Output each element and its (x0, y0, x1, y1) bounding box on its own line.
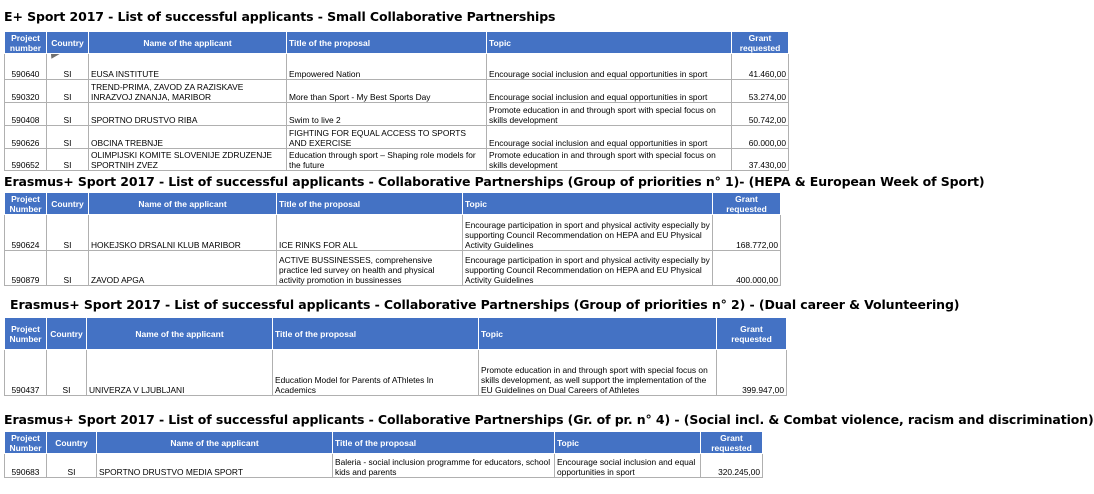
header-grant: Grant requested (732, 32, 789, 54)
topic: Encourage social inclusion and equal opportunities in sport (487, 80, 732, 103)
header-grant: Grant requested (701, 432, 763, 454)
country: SI (47, 215, 89, 251)
applicant-name: OBCINA TREBNJE (89, 126, 287, 149)
applicant-name: SPORTNO DRUSTVO RIBA (89, 103, 287, 126)
header-country: Country (47, 32, 89, 54)
header-project-number: Project Number (5, 432, 47, 454)
applicants-table (4, 192, 781, 286)
header-topic: Topic (479, 318, 717, 350)
section-title: Erasmus+ Sport 2017 - List of successful applicants - Collaborative Partnerships (Gr. of pr. n° 4) - (Social incl. & Combat violence, racism and discrimination) (4, 412, 1094, 427)
country: SI (47, 251, 89, 286)
header-grant: Grant requested (713, 193, 781, 215)
header-country: Country (47, 318, 87, 350)
applicant-name: HOKEJSKO DRSALNI KLUB MARIBOR (89, 215, 277, 251)
country: SI (47, 149, 89, 171)
applicant-name: ZAVOD APGA (89, 251, 277, 286)
applicants-table (4, 31, 789, 171)
section-social-inclusion (4, 412, 1094, 478)
header-title: Title of the proposal (333, 432, 555, 454)
header-title: Title of the proposal (277, 193, 463, 215)
applicant-name: UNIVERZA V LJUBLJANI (87, 350, 273, 396)
section-title: Erasmus+ Sport 2017 - List of successful applicants - Collaborative Partnerships (Group of priorities n° 1)- (HEPA & European Week of Sport) (4, 174, 985, 189)
country: SI (47, 126, 89, 149)
grant-requested: 53.274,00 (732, 80, 789, 103)
grant-requested: 37.430,00 (732, 149, 789, 171)
table-row (5, 149, 789, 171)
topic: Encourage participation in sport and physical activity especially by supporting Council Recommendation on HEPA and EU Physical Activity Guidelines (463, 215, 713, 251)
country: SI (47, 454, 97, 478)
header-topic: Topic (487, 32, 732, 54)
header-project-number: Project Number (5, 318, 47, 350)
topic: Encourage social inclusion and equal opportunities in sport (487, 54, 732, 80)
topic: Promote education in and through sport with special focus on skills development, as well support the implementation of the EU Guidelines on Dual Careers of Athletes (479, 350, 717, 396)
header-topic: Topic (463, 193, 713, 215)
table-row (5, 350, 787, 396)
project-number: 590624 (5, 215, 47, 251)
table-row (5, 80, 789, 103)
table-row (5, 215, 781, 251)
proposal-title: Education Model for Parents of AThletes In Academics (273, 350, 479, 396)
project-number: 590683 (5, 454, 47, 478)
topic: Promote education in and through sport with special focus on skills development (487, 149, 732, 171)
country: SI (47, 350, 87, 396)
table-row (5, 126, 789, 149)
applicants-table (4, 431, 763, 478)
topic: Encourage social inclusion and equal opportunities in sport (555, 454, 701, 478)
proposal-title: More than Sport - My Best Sports Day (287, 80, 487, 103)
grant-requested: 399.947,00 (717, 350, 787, 396)
project-number: 590640 (5, 54, 47, 80)
section-small-collaborative (4, 9, 789, 171)
country: SI (47, 80, 89, 103)
applicant-name: OLIMPIJSKI KOMITE SLOVENIJE ZDRUZENJE SPORTNIH ZVEZ (89, 149, 287, 171)
header-applicant: Name of the applicant (89, 193, 277, 215)
proposal-title: Empowered Nation (287, 54, 487, 80)
proposal-title: Baleria - social inclusion programme for educators, school kids and parents (333, 454, 555, 478)
proposal-title: ICE RINKS FOR ALL (277, 215, 463, 251)
proposal-title: Education through sport – Shaping role models for the future (287, 149, 487, 171)
grant-requested: 168.772,00 (713, 215, 781, 251)
header-project-number: Project Number (5, 193, 47, 215)
proposal-title: ACTIVE BUSSINESSES, comprehensive practice led survey on health and physical activity promotion in bussinesses (277, 251, 463, 286)
section-title: E+ Sport 2017 - List of successful applicants - Small Collaborative Partnerships (4, 9, 556, 24)
table-row (5, 54, 789, 80)
section-title: Erasmus+ Sport 2017 - List of successful applicants - Collaborative Partnerships (Group of priorities n° 2) - (Dual career & Volunteering) (10, 297, 960, 312)
project-number: 590626 (5, 126, 47, 149)
applicant-name: TREND-PRIMA, ZAVOD ZA RAZISKAVE INRAZVOJ ZNANJA, MARIBOR (89, 80, 287, 103)
proposal-title: Swim to live 2 (287, 103, 487, 126)
topic: Encourage social inclusion and equal opportunities in sport (487, 126, 732, 149)
header-country: Country (47, 193, 89, 215)
grant-requested: 320.245,00 (701, 454, 763, 478)
project-number: 590879 (5, 251, 47, 286)
country: SI (47, 54, 89, 80)
project-number: 590652 (5, 149, 47, 171)
table-row (5, 251, 781, 286)
topic: Encourage participation in sport and physical activity especially by supporting Council Recommendation on HEPA and EU Physical Activity Guidelines (463, 251, 713, 286)
project-number: 590320 (5, 80, 47, 103)
country: SI (47, 103, 89, 126)
project-number: 590437 (5, 350, 47, 396)
header-applicant: Name of the applicant (97, 432, 333, 454)
table-row (5, 103, 789, 126)
header-topic: Topic (555, 432, 701, 454)
grant-requested: 50.742,00 (732, 103, 789, 126)
grant-requested: 60.000,00 (732, 126, 789, 149)
applicant-name: SPORTNO DRUSTVO MEDIA SPORT (97, 454, 333, 478)
applicant-name: EUSA INSTITUTE (89, 54, 287, 80)
grant-requested: 400.000,00 (713, 251, 781, 286)
header-grant: Grant requested (717, 318, 787, 350)
header-country: Country (47, 432, 97, 454)
header-project-number: Project number (5, 32, 47, 54)
proposal-title: FIGHTING FOR EQUAL ACCESS TO SPORTS AND EXERCISE (287, 126, 487, 149)
table-row (5, 454, 763, 478)
section-hepa (4, 174, 985, 286)
grant-requested: 41.460,00 (732, 54, 789, 80)
section-dual-career (10, 297, 959, 396)
topic: Promote education in and through sport with special focus on skills development (487, 103, 732, 126)
header-applicant: Name of the applicant (87, 318, 273, 350)
applicants-table (4, 317, 787, 396)
header-title: Title of the proposal (287, 32, 487, 54)
project-number: 590408 (5, 103, 47, 126)
header-title: Title of the proposal (273, 318, 479, 350)
header-applicant: Name of the applicant (89, 32, 287, 54)
